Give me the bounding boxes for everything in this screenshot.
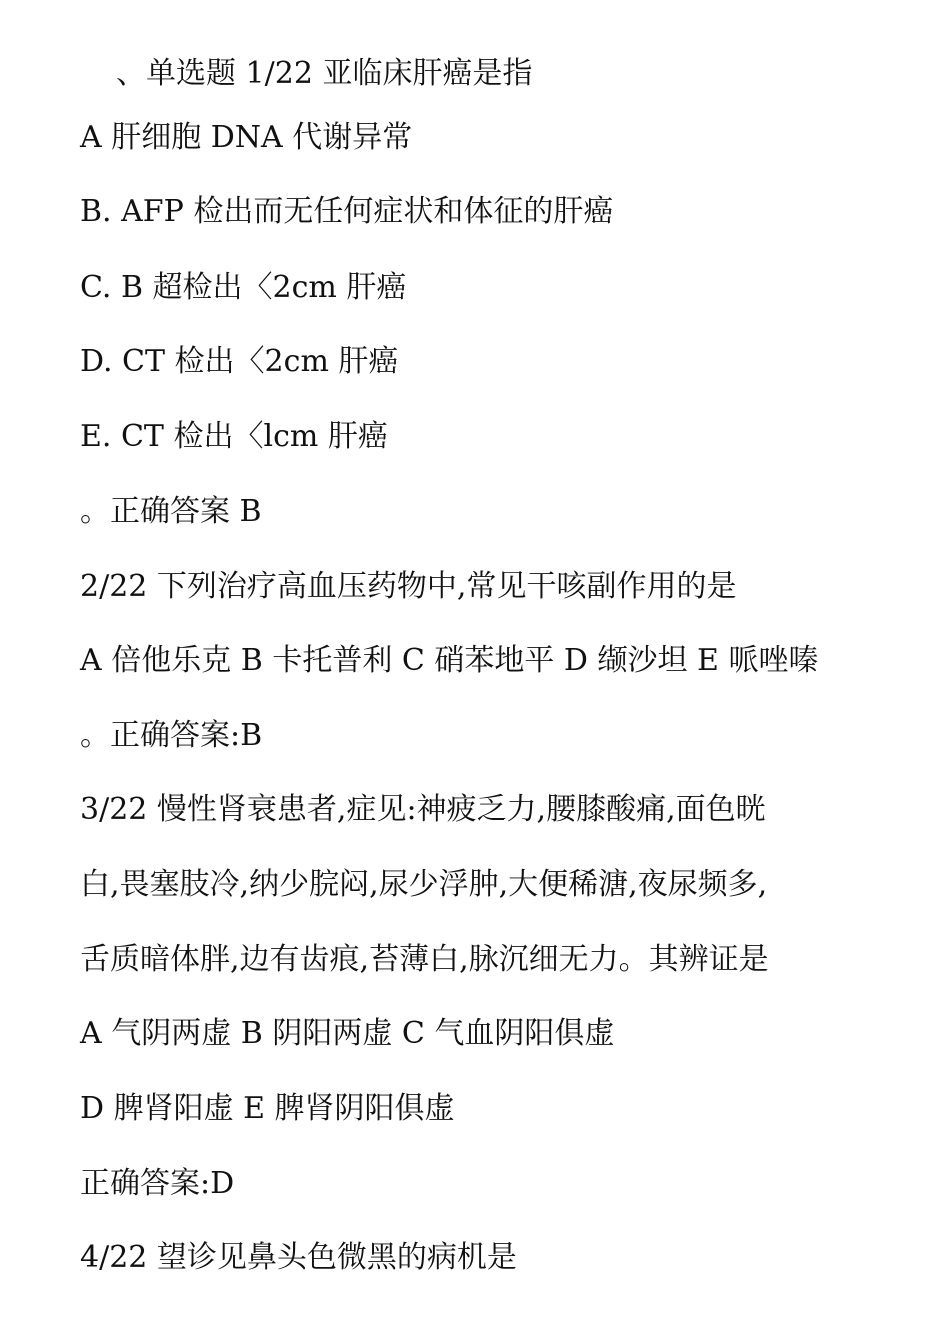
- question-4-heading: 4/22 望诊见鼻头色微黑的病机是: [80, 1240, 517, 1275]
- question-1-option-a: A 肝细胞 DNA 代谢异常: [80, 120, 413, 155]
- question-2-heading: 2/22 下列治疗高血压药物中,常见干咳副作用的是: [80, 569, 737, 604]
- question-2-options: A 倍他乐克 B 卡托普利 C 硝苯地平 D 缬沙坦 E 哌唑嗪: [80, 643, 819, 678]
- question-1-option-c: C. B 超检出〈2cm 肝癌: [80, 270, 407, 305]
- question-3-heading-line-3: 舌质暗体胖,边有齿痕,苔薄白,脉沉细无力。其辨证是: [80, 942, 769, 977]
- question-1-answer: 。正确答案 B: [80, 494, 262, 529]
- question-2-answer: 。正确答案:B: [80, 718, 263, 753]
- question-3-options-line-2: D 脾肾阳虚 E 脾肾阴阳俱虚: [80, 1091, 455, 1126]
- question-3-options-line-1: A 气阴两虚 B 阴阳两虚 C 气血阴阳俱虚: [80, 1016, 615, 1051]
- question-1-option-d: D. CT 检出〈2cm 肝癌: [80, 344, 399, 379]
- question-3-heading-line-1: 3/22 慢性肾衰患者,症见:神疲乏力,腰膝酸痛,面色晄: [80, 792, 766, 827]
- question-3-answer: 正确答案:D: [80, 1166, 235, 1201]
- question-1-heading: 、单选题 1/22 亚临床肝癌是指: [116, 56, 533, 91]
- question-3-heading-line-2: 白,畏塞肢冷,纳少脘闷,尿少浮肿,大便稀溏,夜尿频多,: [80, 867, 768, 902]
- question-1-option-b: B. AFP 检出而无任何症状和体征的肝癌: [80, 194, 614, 229]
- question-1-option-e: E. CT 检出〈lcm 肝癌: [80, 419, 388, 454]
